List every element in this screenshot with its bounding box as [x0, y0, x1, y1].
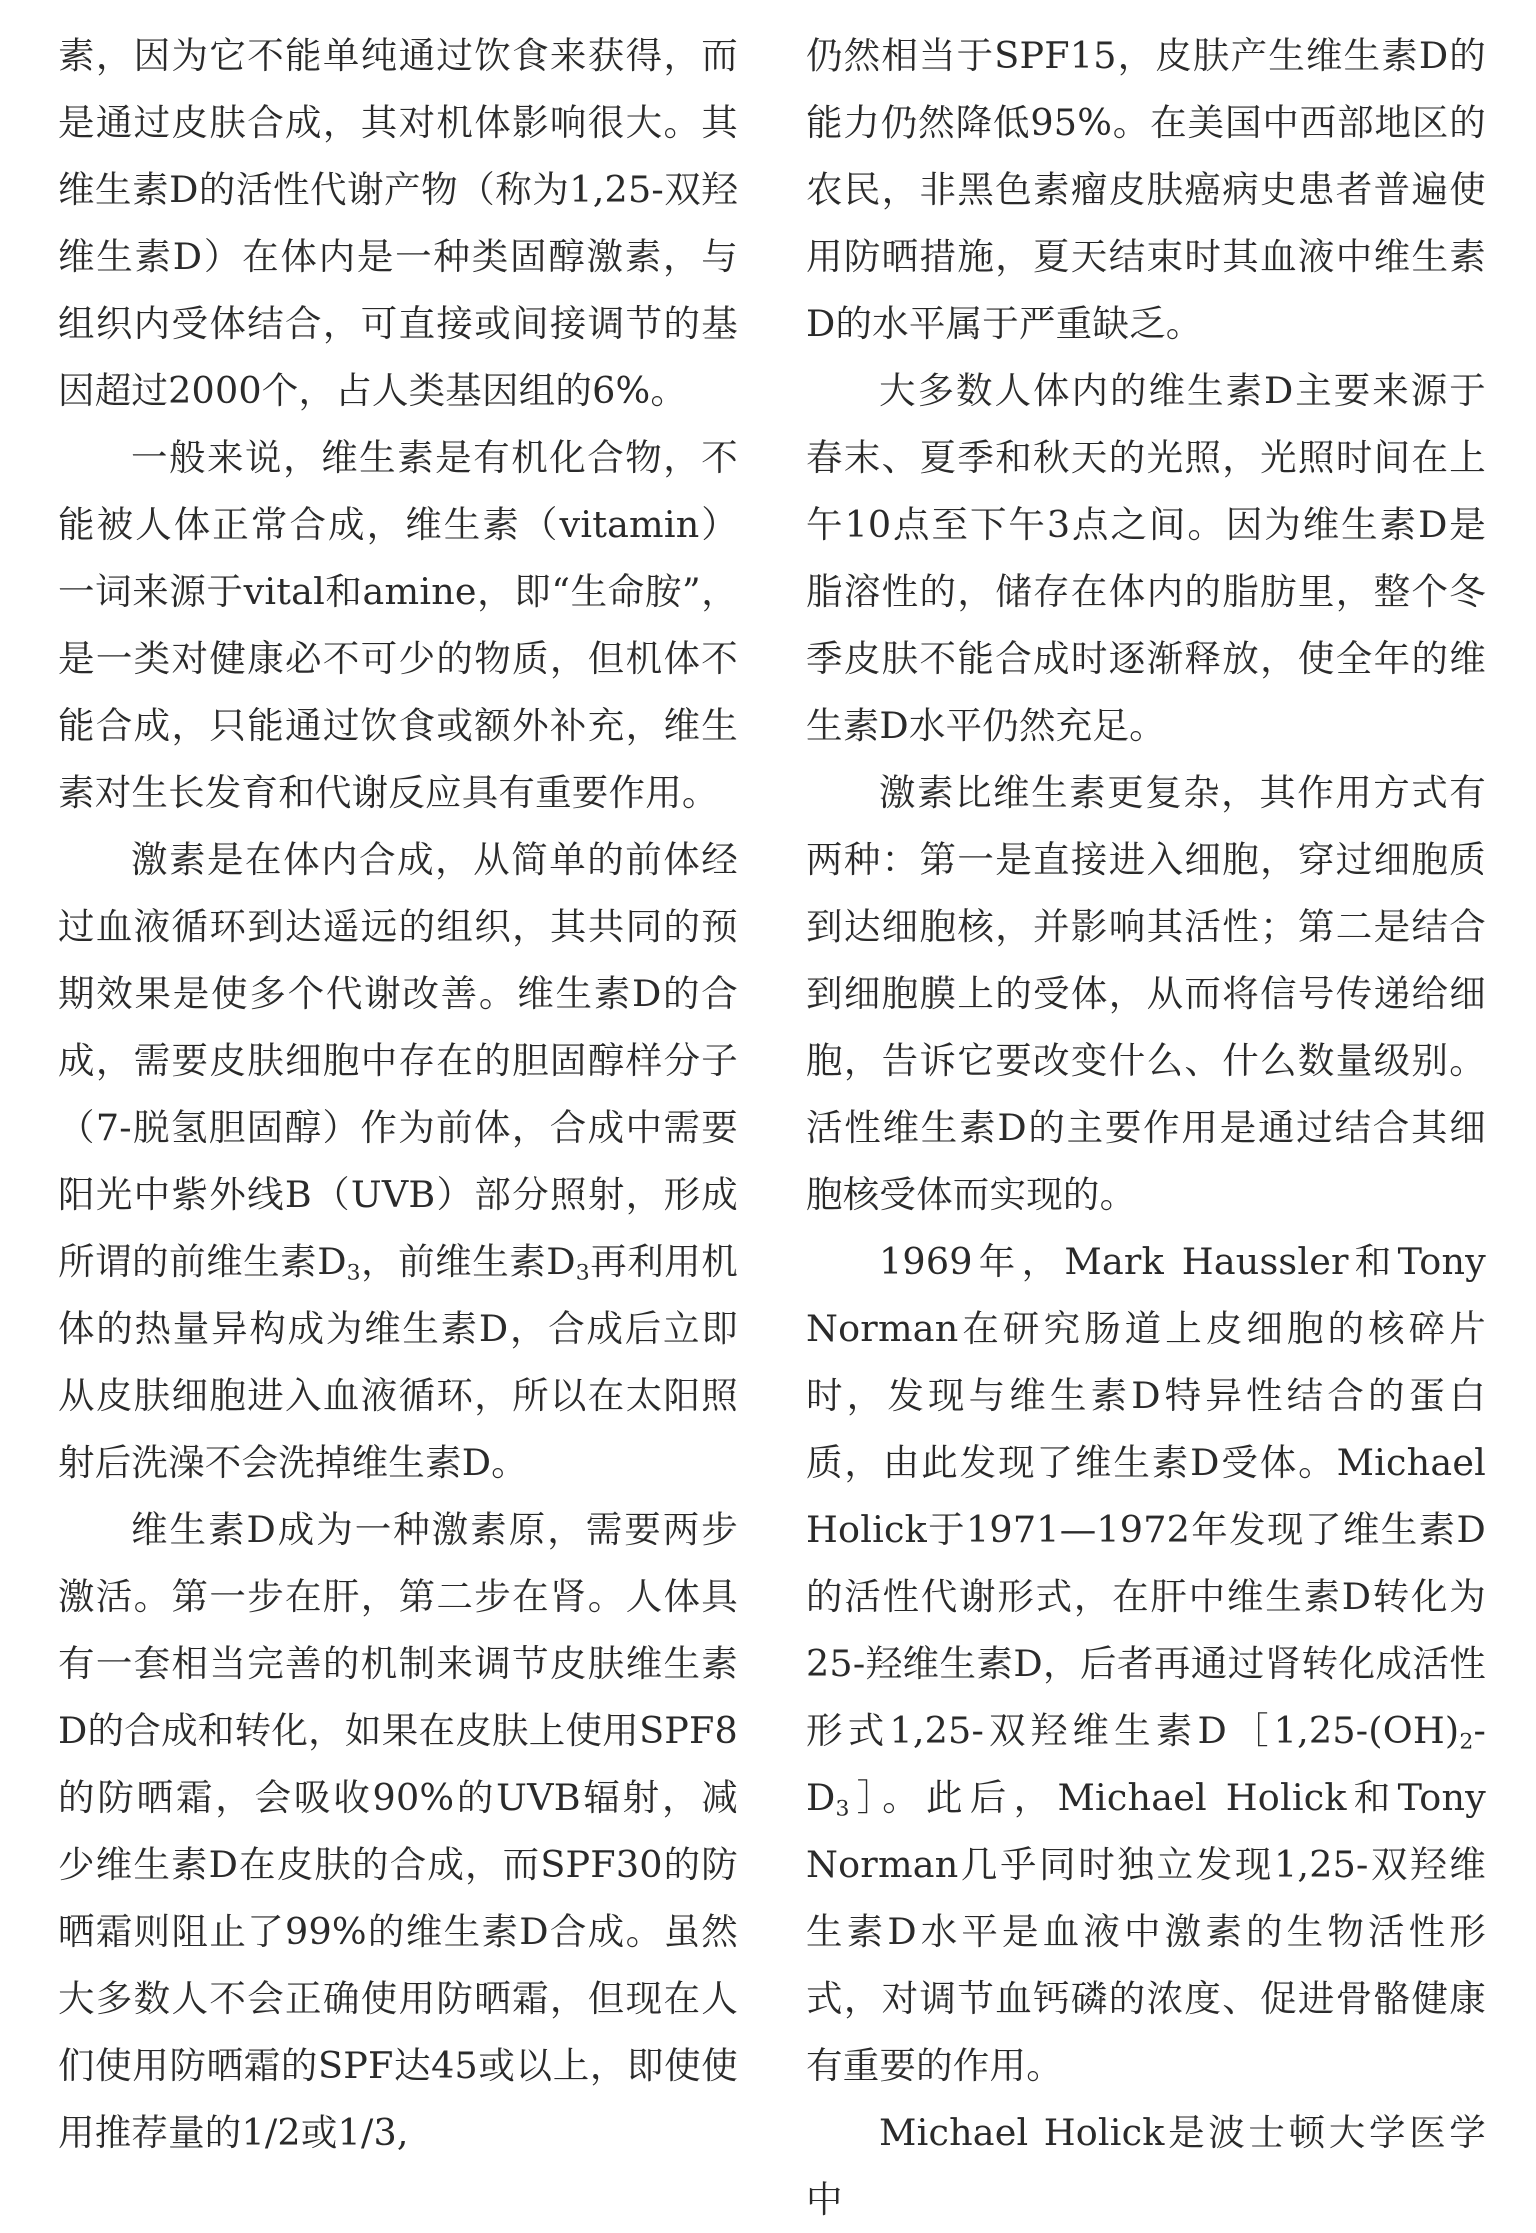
text-run: 再利用机体的热量异构成为维生素D，合成后立即从皮肤细胞进入血液循环，所以在太阳照射后洗澡不会洗掉维生素D。: [58, 1240, 738, 1484]
paragraph-continued: 素，因为它不能单纯通过饮食来获得，而是通过皮肤合成，其对机体影响很大。其维生素D的活性代谢产物（称为1,25-双羟维生素D）在体内是一种类固醇激素，与组织内受体结合，可直接或间接调节的基因超过2000个，占人类基因组的6%。: [58, 34, 738, 412]
text-run: -D: [806, 1709, 1486, 1819]
paragraph-history: [806, 1228, 1486, 2099]
subscript: 3: [835, 1796, 850, 1822]
text-run: 激素是在体内合成，从简单的前体经过血液循环到达遥远的组织，其共同的预期效果是使多个代谢改善。维生素D的合成，需要皮肤细胞中存在的胆固醇样分子（7-脱氢胆固醇）作为前体，合成中需要阳光中紫外线B（UVB）部分照射，形成所谓的前维生素D: [58, 838, 738, 1283]
text-run: ，前维生素D: [360, 1240, 576, 1283]
subscript: 3: [346, 1260, 361, 1286]
subscript: 3: [575, 1260, 590, 1286]
paragraph-hormone-synthesis: [58, 826, 738, 1496]
paragraph-continued: 仍然相当于SPF15，皮肤产生维生素D的能力仍然降低95%。在美国中西部地区的农民，非黑色素瘤皮肤癌病史患者普遍使用防晒措施，夏天结束时其血液中维生素D的水平属于严重缺乏。: [806, 34, 1486, 345]
paragraph-vitamin-definition: 一般来说，维生素是有机化合物，不能被人体正常合成，维生素（vitamin）一词来源于vital和amine，即“生命胺”，是一类对健康必不可少的物质，但机体不能合成，只能通过饮食或额外补充，维生素对生长发育和代谢反应具有重要作用。: [58, 436, 738, 814]
paragraph-holick: Michael Holick是波士顿大学医学中: [806, 2111, 1486, 2221]
right-column: [806, 22, 1486, 2233]
text-run: ］。此后，Michael Holick和Tony Norman几乎同时独立发现1,25-双羟维生素D水平是血液中激素的生物活性形式，对调节血钙磷的浓度、促进骨骼健康有重要的作用。: [806, 1776, 1486, 2087]
subscript: 2: [1459, 1729, 1474, 1755]
text-run: 1969年，Mark Haussler和Tony Norman在研究肠道上皮细胞的核碎片时，发现与维生素D特异性结合的蛋白质，由此发现了维生素D受体。Michael Holick于1971—1972年发现了维生素D的活性代谢形式，在肝中维生素D转化为25-羟维生素D，后者再通过肾转化成活性形式1,25-双羟维生素D［1,25-(OH): [806, 1240, 1486, 1752]
paragraph-sunlight-source: 大多数人体内的维生素D主要来源于春末、夏季和秋天的光照，光照时间在上午10点至下午3点之间。因为维生素D是脂溶性的，储存在体内的脂肪里，整个冬季皮肤不能合成时逐渐释放，使全年的维生素D水平仍然充足。: [806, 369, 1486, 747]
left-column: [58, 22, 738, 2166]
paragraph-hormone-mechanism: 激素比维生素更复杂，其作用方式有两种：第一是直接进入细胞，穿过细胞质到达细胞核，并影响其活性；第二是结合到细胞膜上的受体，从而将信号传递给细胞，告诉它要改变什么、什么数量级别。活性维生素D的主要作用是通过结合其细胞核受体而实现的。: [806, 771, 1486, 1216]
paragraph-prohormone-activation: 维生素D成为一种激素原，需要两步激活。第一步在肝，第二步在肾。人体具有一套相当完善的机制来调节皮肤维生素D的合成和转化，如果在皮肤上使用SPF8的防晒霜，会吸收90%的UVB辐射，减少维生素D在皮肤的合成，而SPF30的防晒霜则阻止了99%的维生素D合成。虽然大多数人不会正确使用防晒霜，但现在人们使用防晒霜的SPF达45或以上，即使使用推荐量的1/2或1/3,: [58, 1508, 738, 2154]
